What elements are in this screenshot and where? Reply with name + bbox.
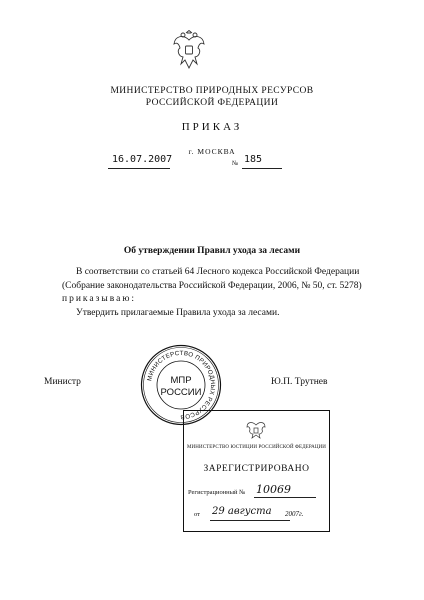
order-date-underline xyxy=(108,168,170,169)
document-title: Об утверждении Правил ухода за лесами xyxy=(123,246,301,256)
ministry-name-line1: МИНИСТЕРСТВО ПРИРОДНЫХ РЕСУРСОВ xyxy=(110,86,314,96)
body-paragraph-1: В соответствии со статьей 64 Лесного кодекса Российской Федерации (Собрание законодательства Российской Федерации, 2006, № 50, ст. 5278) xyxy=(62,267,362,291)
registration-title: ЗАРЕГИСТРИРОВАНО xyxy=(203,464,310,474)
double-headed-eagle-icon xyxy=(245,419,267,441)
registration-date-suffix: 2007г. xyxy=(285,510,304,518)
registration-date: 29 августа xyxy=(212,506,272,517)
seal-line2: РОССИИ xyxy=(160,387,202,398)
registration-ministry: МИНИСТЕРСТВО ЮСТИЦИИ РОССИЙСКОЙ ФЕДЕРАЦИИ xyxy=(187,445,326,450)
seal-ring-text: МИНИСТЕРСТВО ПРИРОДНЫХ РЕСУРСОВ xyxy=(146,349,217,421)
body-paragraph-2: Утвердить прилагаемые Правила ухода за лесами. xyxy=(76,307,280,318)
registration-number-underline xyxy=(254,497,316,498)
double-headed-eagle-icon xyxy=(171,30,207,74)
signatory-position: Министр xyxy=(44,377,81,387)
registration-stamp xyxy=(183,410,330,532)
registration-date-prefix: от xyxy=(194,511,201,518)
city-label: г. МОСКВА xyxy=(188,147,236,156)
order-word: приказываю: xyxy=(62,294,137,304)
seal-line1: МПР xyxy=(170,375,192,386)
order-number-label: № xyxy=(232,160,239,167)
order-date: 16.07.2007 xyxy=(112,154,173,165)
ministry-name-line2: РОССИЙСКОЙ ФЕДЕРАЦИИ xyxy=(145,98,279,108)
signatory-name: Ю.П. Трутнев xyxy=(271,377,328,387)
document-body xyxy=(62,266,402,320)
official-seal xyxy=(140,344,222,426)
registration-number-label: Регистрационный № xyxy=(188,489,246,496)
registration-date-underline xyxy=(210,520,290,521)
order-number-underline xyxy=(242,168,282,169)
registration-number: 10069 xyxy=(256,483,291,496)
order-title: ПРИКАЗ xyxy=(181,121,243,133)
order-number: 185 xyxy=(244,154,263,165)
